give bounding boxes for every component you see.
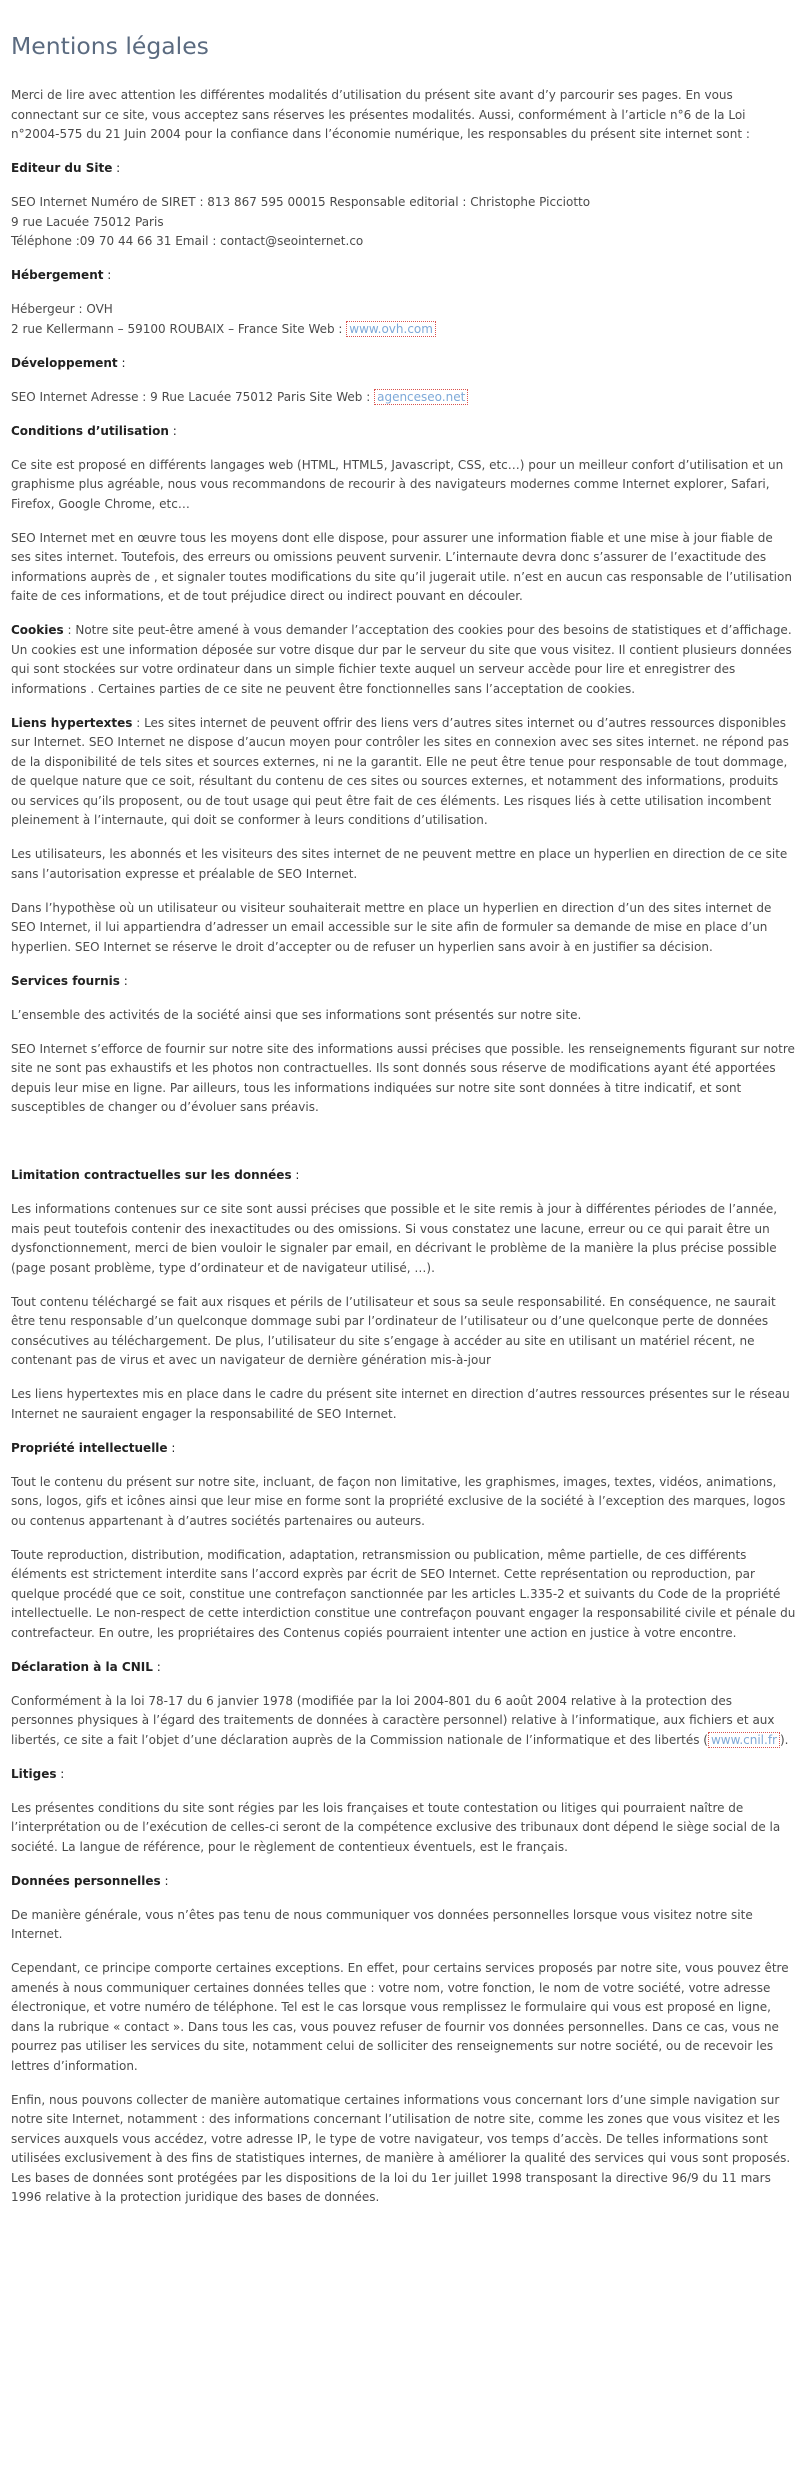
- hyperlinks-text: : Les sites internet de peuvent offrir des liens vers d’autres sites internet ou d’autres ressources disponibles sur Internet. SEO Internet ne dispose d’aucun moyen pour contrôler les sites en connexion avec ses sites internet. ne répond pas de la disponibilité de tels sites et sources externes, ni ne la garantit. Elle ne peut être tenue pour responsable de tout dommage, de quelque nature que ce soit, résultant du contenu de ces sites ou sources externes, et notamment des informations, produits ou services qu’ils proposent, ou de tout usage qui peut être fait de ces éléments. Les risques liés à cette utilisation incombent pleinement à l’internaute, qui doit se conformer à leurs conditions d’utilisation.: [11, 715, 789, 827]
- services-paragraph: SEO Internet s’efforce de fournir sur notre site des informations aussi précises que possible. les renseignements figurant sur notre site ne sont pas exhaustifs et les photos non contractuelles. Ils sont donnés sous réserve de modifications ayant été apportées depuis leur mise en ligne. Par ailleurs, tous les informations indiquées sur notre site sont données à titre indicatif, et sont susceptibles de changer ou d’évoluer sans préavis.: [11, 1041, 795, 1114]
- editeur-details: [11, 193, 796, 252]
- heading-suffix: :: [160, 1873, 169, 1888]
- cookies-label: Cookies: [11, 623, 64, 637]
- heading-suffix: :: [56, 1766, 65, 1781]
- donnees-paragraph: Cependant, ce principe comporte certaines exceptions. En effet, pour certains services proposés par notre site, vous pouvez être amenés à nous communiquer certaines données telles que : votre nom, votre fonction, le nom de votre société, votre adresse électronique, et votre numéro de téléphone. Tel est le cas lorsque vous remplissez le formulaire qui vous est proposé en ligne, dans la rubrique « contact ». Dans tous les cas, vous pouvez refuser de fournir vos données personnelles. Dans ce cas, vous ne pourrez pas utiliser les services du site, notamment celui de solliciter des renseignements sur notre société, ou de recevoir les lettres d’information.: [11, 1961, 789, 2073]
- hebergeur-address: 2 rue Kellermann – 59100 ROUBAIX – France Site Web :: [11, 321, 347, 336]
- limitation-paragraph: Les liens hypertextes mis en place dans le cadre du présent site internet en direction d’autres ressources présentes sur le réseau Internet ne sauraient engager la responsabilité de SEO Internet.: [11, 1387, 790, 1421]
- litiges-paragraph: Les présentes conditions du site sont régies par les lois françaises et toute contestation ou litiges qui pourraient naître de l’interprétation ou de l’exécution de celles-ci seront de la compétence exclusive des tribunaux dont dépend le siège social de la société. La langue de référence, pour le règlement de contentieux éventuels, est le français.: [11, 1800, 781, 1854]
- heading-label: Propriété intellectuelle: [11, 1440, 168, 1455]
- propriete-paragraph: Toute reproduction, distribution, modification, adaptation, retransmission ou publication, même partielle, de ces différents éléments est strictement interdite sans l’accord exprès par écrit de SEO Internet. Cette représentation ou reproduction, par quelque procédé que ce soit, constitue une contrefaçon sanctionnée par les articles L.335-2 et suivants du Code de la propriété intellectuelle. Le non-respect de cette interdiction constitue une contrefaçon pouvant engager la responsabilité civile et pénale du contrefacteur. En outre, les propriétaires des Contenus copiés pourraient intenter une action en justice à votre encontre.: [11, 1547, 796, 1640]
- heading-label: Limitation contractuelles sur les données: [11, 1168, 292, 1182]
- intro-paragraph: Merci de lire avec attention les différentes modalités d’utilisation du présent site avant d’y parcourir ses pages. En vous connectant sur ce site, vous acceptez sans réserves les présentes modalités. Aussi, conformément à l’article n°6 de la Loi n°2004-575 du 21 Juin 2004 pour la confiance dans l’économie numérique, les responsables du présent site internet sont :: [11, 88, 750, 141]
- heading-suffix: :: [152, 1659, 161, 1674]
- section-heading-conditions: [11, 422, 796, 442]
- donnees-paragraph: Enfin, nous pouvons collecter de manière automatique certaines informations vous concernant lors d’une simple navigation sur notre site Internet, notamment : des informations concernant l’utilisation de notre site, comme les zones que vous visitez et les services auxquels vous accédez, votre adresse IP, le type de votre navigateur, vos temps d’accès. De telles informations sont utilisées exclusivement à des fins de statistiques internes, de manière à améliorer la qualité des services qui vous sont proposés. Les bases de données sont protégées par les dispositions de la loi du 1er juillet 1998 transposant la directive 96/9 du 11 mars 1996 relative à la protection juridique des bases de données.: [11, 2092, 791, 2204]
- heading-label: Développement: [11, 355, 118, 370]
- hyperlinks-label: Liens hypertextes: [11, 715, 133, 730]
- heading-suffix: :: [103, 268, 112, 282]
- heading-suffix: :: [117, 355, 126, 370]
- conditions-paragraph: Dans l’hypothèse où un utilisateur ou visiteur souhaiterait mettre en place un hyperlien en direction d’un des sites internet de SEO Internet, il lui appartiendra d’adresser un email accessible sur le site afin de formuler sa demande de mise en place d’un hyperlien. SEO Internet se réserve le droit d’accepter ou de refuser un hyperlien sans avoir à en justifier sa décision.: [11, 900, 772, 954]
- limitation-paragraph: Les informations contenues sur ce site sont aussi précises que possible et le site remis à jour à différentes périodes de l’année, mais peut toutefois contenir des inexactitudes ou des omissions. Si vous constatez une lacune, erreur ou ce qui parait être un dysfonctionnement, merci de bien vouloir le signaler par email, en décrivant le problème de la manière la plus précise possible (page posant problème, type d’ordinateur et de navigateur utilisé, …).: [11, 1202, 778, 1275]
- heading-label: Conditions d’utilisation: [11, 423, 169, 438]
- heading-suffix: :: [112, 161, 121, 175]
- conditions-paragraph: SEO Internet met en œuvre tous les moyens dont elle dispose, pour assurer une information fiable et une mise à jour fiable de ses sites internet. Toutefois, des erreurs ou omissions peuvent survenir. L’internaute devra donc s’assurer de l’exactitude des informations auprès de , et signaler toutes modifications du site qu’il jugerait utile. n’est en aucun cas responsable de l’utilisation faite de ces informations, et de tout préjudice direct ou indirect pouvant en découler.: [11, 530, 792, 603]
- heading-suffix: :: [168, 423, 177, 438]
- editeur-line-contact: Téléphone :09 70 44 66 31 Email : contact@seointernet.co: [11, 234, 364, 248]
- section-heading-cnil: [11, 1658, 796, 1678]
- propriete-paragraph: Tout le contenu du présent sur notre site, incluant, de façon non limitative, les graphismes, images, textes, vidéos, animations, sons, logos, gifs et icônes ainsi que leur mise en forme sont la propriété exclusive de la société à l’exception des marques, logos ou contenus appartenant à d’autres sociétés partenaires ou auteurs.: [11, 1474, 786, 1528]
- heading-label: Litiges: [11, 1766, 57, 1781]
- hyperlinks-paragraph: [11, 714, 796, 831]
- developpement-address: SEO Internet Adresse : 9 Rue Lacuée 75012 Paris Site Web :: [11, 389, 375, 404]
- section-heading-litiges: [11, 1765, 796, 1785]
- conditions-paragraph: Ce site est proposé en différents langages web (HTML, HTML5, Javascript, CSS, etc…) pour un meilleur confort d’utilisation et un graphisme plus agréable, nous vous recommandons de recourir à des navigateurs modernes comme Internet explorer, Safari, Firefox, Google Chrome, etc…: [11, 457, 784, 511]
- ovh-website-link[interactable]: www.ovh.com: [346, 321, 436, 337]
- heading-label: Hébergement: [11, 268, 104, 282]
- developpement-details: [11, 388, 796, 408]
- heading-label: Editeur du Site: [11, 161, 113, 175]
- heading-label: Services fournis: [11, 973, 120, 988]
- editeur-line-address: 9 rue Lacuée 75012 Paris: [11, 214, 164, 229]
- page-title: Mentions légales: [11, 32, 209, 60]
- section-heading-hebergement: [11, 266, 796, 286]
- section-heading-services: [11, 972, 796, 992]
- cnil-text: Conformément à la loi 78-17 du 6 janvier 1978 (modifiée par la loi 2004-801 du 6 août 2004 relative à la protection des personnes physiques à l’égard des traitements de données à caractère personnel) relative à l’informatique, aux fichiers et aux libertés, ce site a fait l’objet d’une déclaration auprès de la Commission nationale de l’informatique et des libertés (: [11, 1693, 775, 1747]
- donnees-paragraph: De manière générale, vous n’êtes pas tenu de nous communiquer vos données personnelles lorsque vous visitez notre site Internet.: [11, 1907, 753, 1941]
- heading-label: Déclaration à la CNIL: [11, 1659, 153, 1674]
- hebergement-details: [11, 300, 796, 339]
- section-heading-limitation: [11, 1166, 796, 1186]
- section-heading-donnees: [11, 1872, 796, 1892]
- section-heading-editeur: [11, 159, 796, 179]
- editeur-line-company: SEO Internet Numéro de SIRET : 813 867 595 00015 Responsable editorial : Christophe Picciotto: [11, 195, 591, 209]
- empty-spacer: [11, 1132, 796, 1152]
- heading-suffix: :: [167, 1440, 176, 1455]
- heading-label: Données personnelles: [11, 1873, 161, 1888]
- section-heading-propriete: [11, 1439, 796, 1459]
- cookies-paragraph: [11, 621, 796, 699]
- cnil-paragraph: [11, 1692, 796, 1751]
- limitation-paragraph: Tout contenu téléchargé se fait aux risques et périls de l’utilisateur et sous sa seule responsabilité. En conséquence, ne saurait être tenu responsable d’un quelconque dommage subi par l’ordinateur de l’utilisateur ou d’une quelconque perte de données consécutives au téléchargement. De plus, l’utilisateur du site s’engage à accéder au site en utilisant un matériel récent, ne contenant pas de virus et avec un navigateur de dernière génération mis-à-jour: [11, 1294, 776, 1367]
- conditions-paragraph: Les utilisateurs, les abonnés et les visiteurs des sites internet de ne peuvent mettre en place un hyperlien en direction de ce site sans l’autorisation expresse et préalable de SEO Internet.: [11, 847, 788, 881]
- services-paragraph: L’ensemble des activités de la société ainsi que ses informations sont présentés sur notre site.: [11, 1007, 582, 1022]
- section-heading-developpement: [11, 354, 796, 374]
- cnil-website-link[interactable]: www.cnil.fr: [708, 1732, 780, 1748]
- cnil-text-end: ).: [779, 1732, 789, 1747]
- agenceseo-website-link[interactable]: agenceseo.net: [374, 389, 468, 405]
- heading-suffix: :: [119, 973, 128, 988]
- cookies-text: : Notre site peut-être amené à vous demander l’acceptation des cookies pour des besoins de statistiques et d’affichage. Un cookies est une information déposée sur votre disque dur par le serveur du site que vous visitez. Il contient plusieurs données qui sont stockées sur votre ordinateur dans un simple fichier texte auquel un serveur accède pour lire et enregistrer des informations . Certaines parties de ce site ne peuvent être fonctionnelles sans l’acceptation de cookies.: [11, 623, 792, 696]
- heading-suffix: :: [291, 1168, 300, 1182]
- hebergeur-line: Hébergeur : OVH: [11, 302, 113, 316]
